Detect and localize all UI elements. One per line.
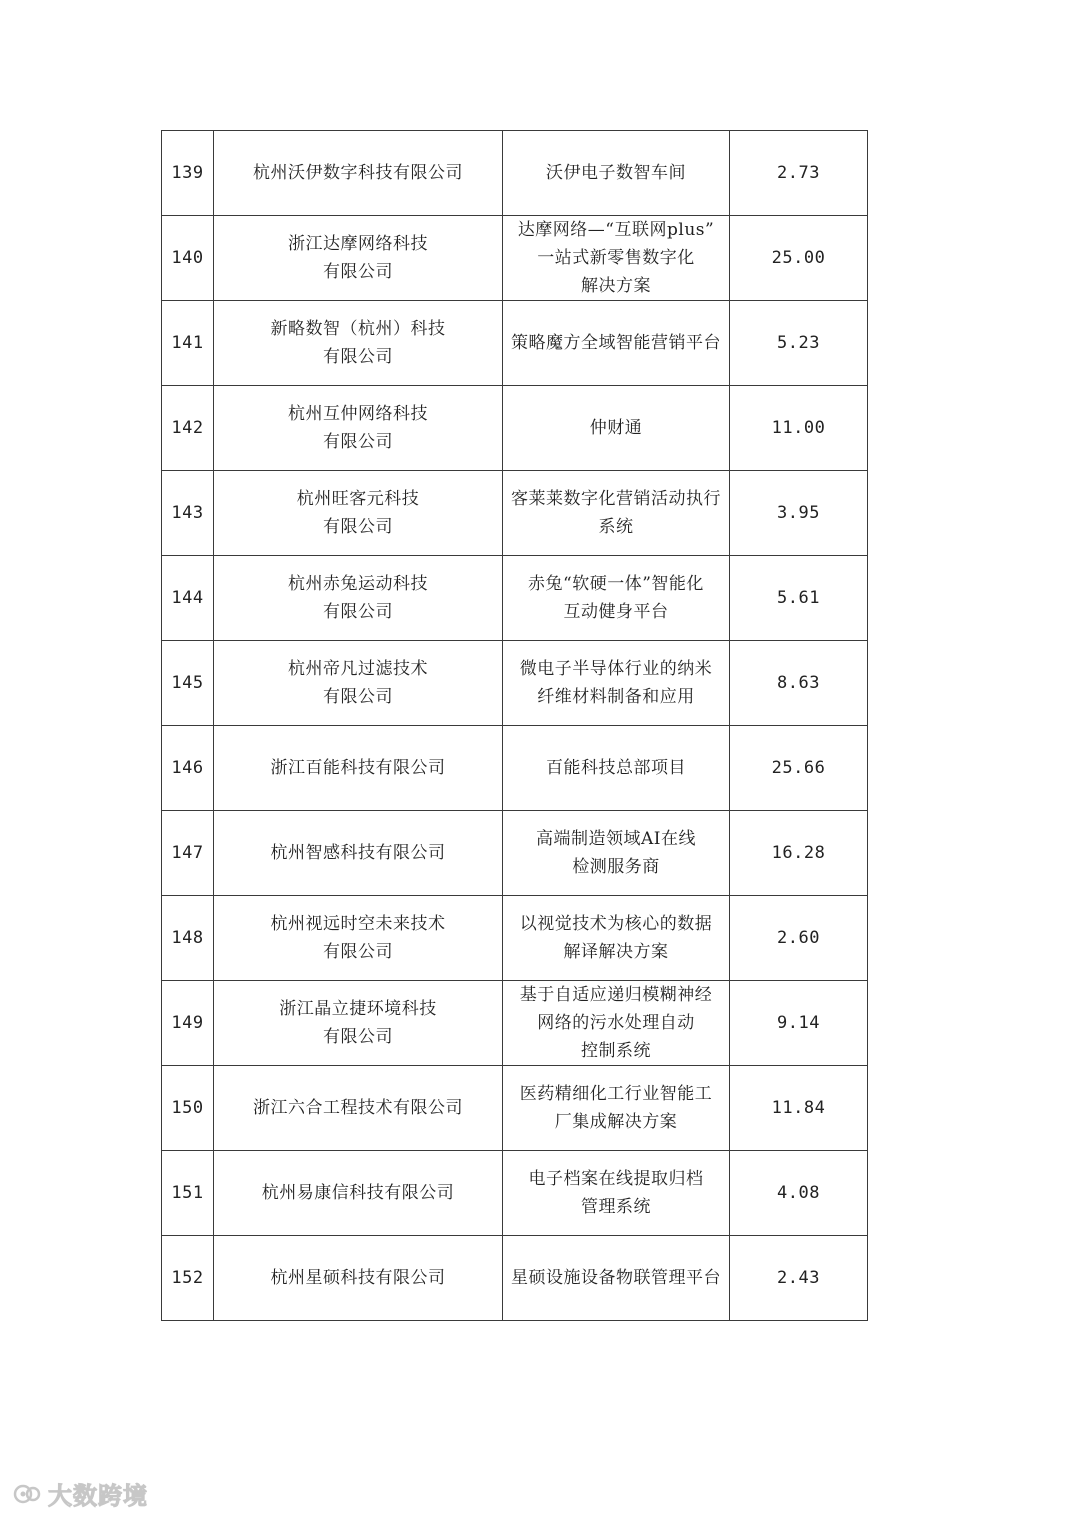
company-name-cell	[214, 386, 503, 471]
company-name-line: 浙江百能科技有限公司	[270, 758, 446, 778]
amount-cell: 9.14	[730, 981, 868, 1066]
project-name-line: 医药精细化工行业智能工	[519, 1084, 713, 1104]
project-name-cell	[503, 1066, 730, 1151]
table-row	[162, 641, 868, 726]
amount-cell: 5.23	[730, 301, 868, 386]
company-name-line: 杭州互仲网络科技	[288, 404, 428, 424]
project-name-cell	[503, 1151, 730, 1236]
project-name-line: 一站式新零售数字化	[537, 248, 695, 268]
row-number-cell: 147	[162, 811, 214, 896]
project-name-cell	[503, 811, 730, 896]
company-name-cell	[214, 981, 503, 1066]
company-name-cell	[214, 131, 503, 216]
row-number-cell: 141	[162, 301, 214, 386]
project-name-cell	[503, 556, 730, 641]
company-name-line: 杭州视远时空未来技术	[270, 914, 446, 934]
row-number-cell: 143	[162, 471, 214, 556]
row-number-cell: 144	[162, 556, 214, 641]
project-name-cell	[503, 301, 730, 386]
project-name-line: 微电子半导体行业的纳米	[519, 659, 713, 679]
project-name-line: 基于自适应递归模糊神经	[519, 985, 713, 1005]
project-name-cell	[503, 896, 730, 981]
row-number-cell: 139	[162, 131, 214, 216]
project-name-line: 解决方案	[581, 276, 651, 296]
amount-cell: 11.00	[730, 386, 868, 471]
project-name-cell	[503, 216, 730, 301]
row-number-cell: 146	[162, 726, 214, 811]
table-row	[162, 981, 868, 1066]
project-name-line: 仲财通	[589, 418, 643, 438]
watermark-text: 大数跨境	[48, 1482, 148, 1510]
table-row	[162, 726, 868, 811]
amount-cell: 4.08	[730, 1151, 868, 1236]
project-name-line: 网络的污水处理自动	[537, 1013, 695, 1033]
project-name-line: 沃伊电子数智车间	[546, 163, 686, 183]
company-name-cell	[214, 301, 503, 386]
company-name-cell	[214, 1066, 503, 1151]
project-name-line: 赤兔“软硬一体”智能化	[528, 574, 704, 594]
company-name-line: 有限公司	[323, 942, 393, 962]
company-name-line: 有限公司	[323, 347, 393, 367]
company-name-cell	[214, 216, 503, 301]
row-number-cell: 148	[162, 896, 214, 981]
company-name-line: 浙江六合工程技术有限公司	[253, 1098, 463, 1118]
project-name-line: 互动健身平台	[563, 602, 669, 622]
company-name-line: 杭州星硕科技有限公司	[270, 1268, 446, 1288]
project-table	[161, 130, 868, 1321]
company-name-line: 有限公司	[323, 602, 393, 622]
project-name-cell	[503, 981, 730, 1066]
company-name-line: 新略数智（杭州）科技	[270, 319, 446, 339]
amount-cell: 25.00	[730, 216, 868, 301]
project-name-line: 星硕设施设备物联管理平台	[511, 1268, 721, 1288]
company-name-cell	[214, 471, 503, 556]
company-name-line: 杭州帝凡过滤技术	[288, 659, 428, 679]
row-number-cell: 149	[162, 981, 214, 1066]
project-name-cell	[503, 386, 730, 471]
table-row	[162, 131, 868, 216]
company-name-line: 有限公司	[323, 432, 393, 452]
project-name-line: 厂集成解决方案	[554, 1112, 678, 1132]
project-name-cell	[503, 641, 730, 726]
project-name-line: 检测服务商	[572, 857, 660, 877]
company-name-cell	[214, 726, 503, 811]
table-row	[162, 811, 868, 896]
table-row	[162, 471, 868, 556]
table-row	[162, 896, 868, 981]
project-name-line: 电子档案在线提取归档	[528, 1169, 704, 1189]
company-name-line: 杭州易康信科技有限公司	[261, 1183, 455, 1203]
row-number-cell: 140	[162, 216, 214, 301]
project-name-cell	[503, 726, 730, 811]
project-name-line: 解译解决方案	[563, 942, 669, 962]
table-row	[162, 216, 868, 301]
company-name-line: 杭州赤兔运动科技	[288, 574, 428, 594]
amount-cell: 2.60	[730, 896, 868, 981]
company-name-line: 有限公司	[323, 517, 393, 537]
project-name-line: 以视觉技术为核心的数据	[519, 914, 713, 934]
company-name-line: 有限公司	[323, 1027, 393, 1047]
project-name-line: 管理系统	[581, 1197, 651, 1217]
dashuju-logo-icon	[12, 1483, 42, 1505]
project-name-line: 策略魔方全域智能营销平台	[511, 333, 721, 353]
company-name-cell	[214, 641, 503, 726]
table-row	[162, 386, 868, 471]
company-name-cell	[214, 1236, 503, 1321]
company-name-line: 有限公司	[323, 262, 393, 282]
project-name-line: 高端制造领域AI在线	[536, 829, 696, 849]
project-name-cell	[503, 131, 730, 216]
project-name-line: 客莱莱数字化营销活动执行	[511, 489, 721, 509]
company-name-cell	[214, 896, 503, 981]
amount-cell: 11.84	[730, 1066, 868, 1151]
project-name-cell	[503, 1236, 730, 1321]
table-row	[162, 556, 868, 641]
project-name-cell	[503, 471, 730, 556]
project-name-line: 达摩网络—“互联网plus”	[517, 220, 715, 240]
company-name-line: 浙江晶立捷环境科技	[279, 999, 437, 1019]
amount-cell: 8.63	[730, 641, 868, 726]
row-number-cell: 152	[162, 1236, 214, 1321]
company-name-cell	[214, 1151, 503, 1236]
company-name-cell	[214, 811, 503, 896]
row-number-cell: 151	[162, 1151, 214, 1236]
project-table-body	[162, 131, 868, 1321]
company-name-line: 杭州沃伊数字科技有限公司	[253, 163, 463, 183]
row-number-cell: 145	[162, 641, 214, 726]
project-name-line: 百能科技总部项目	[546, 758, 686, 778]
row-number-cell: 150	[162, 1066, 214, 1151]
project-name-line: 控制系统	[581, 1041, 651, 1061]
project-name-line: 系统	[598, 517, 634, 537]
company-name-line: 杭州旺客元科技	[296, 489, 420, 509]
amount-cell: 5.61	[730, 556, 868, 641]
company-name-line: 浙江达摩网络科技	[288, 234, 428, 254]
company-name-cell	[214, 556, 503, 641]
table-row	[162, 1066, 868, 1151]
amount-cell: 2.73	[730, 131, 868, 216]
table-row	[162, 1236, 868, 1321]
project-name-line: 纤维材料制备和应用	[537, 687, 695, 707]
amount-cell: 2.43	[730, 1236, 868, 1321]
amount-cell: 3.95	[730, 471, 868, 556]
company-name-line: 有限公司	[323, 687, 393, 707]
amount-cell: 16.28	[730, 811, 868, 896]
amount-cell: 25.66	[730, 726, 868, 811]
watermark	[12, 1476, 148, 1511]
company-name-line: 杭州智感科技有限公司	[270, 843, 446, 863]
row-number-cell: 142	[162, 386, 214, 471]
table-row	[162, 1151, 868, 1236]
table-row	[162, 301, 868, 386]
